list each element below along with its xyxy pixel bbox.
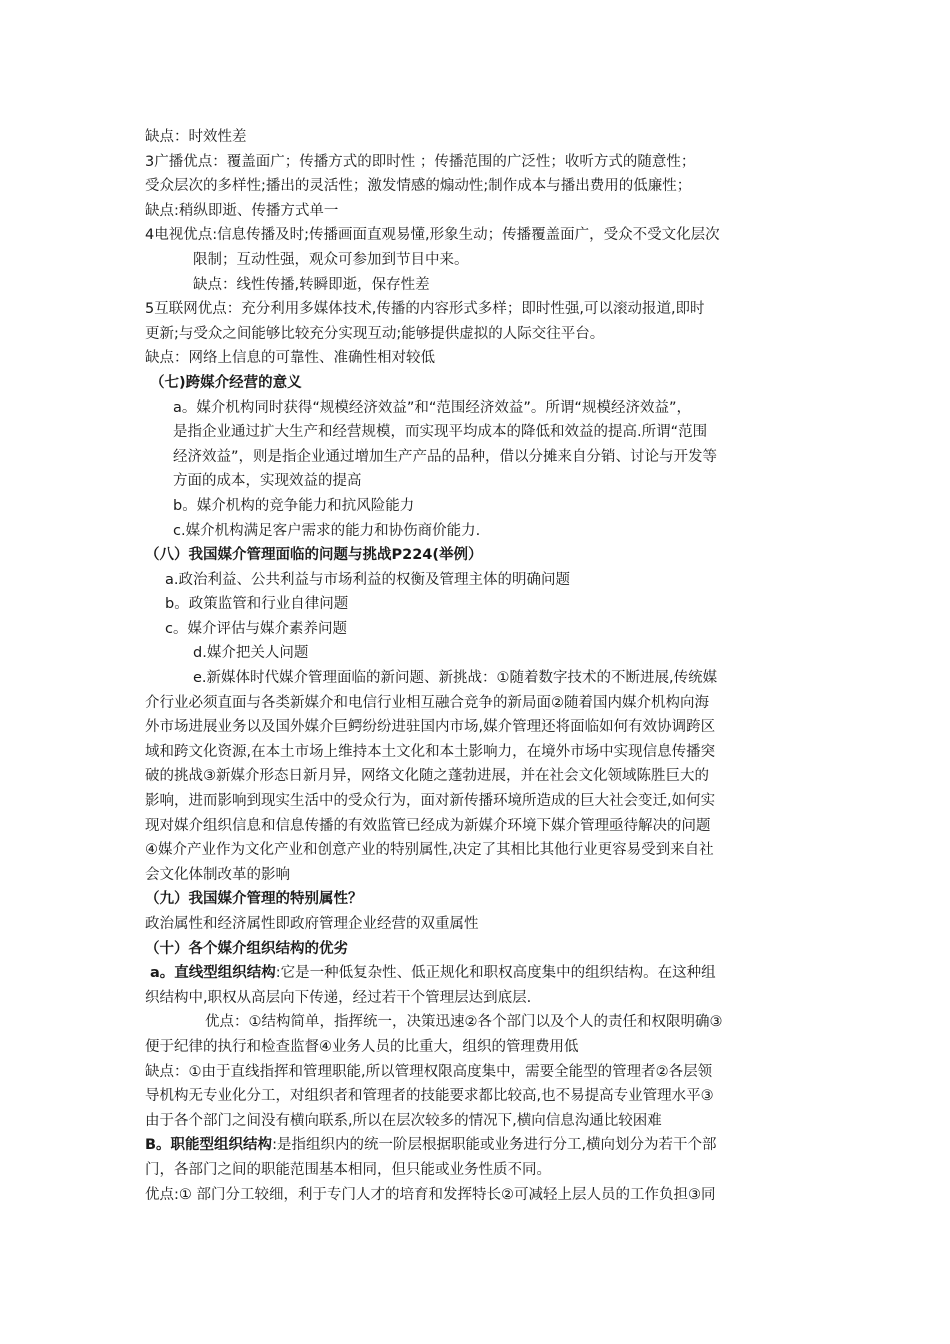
- text-line: 缺点：时效性差: [145, 129, 247, 145]
- text-line: 门，各部门之间的职能范围基本相同，但只能或业务性质不同。: [145, 1161, 551, 1178]
- section-heading: （八）我国媒介管理面临的问题与挑战P224(举例）: [145, 547, 483, 564]
- text-line: B。职能型组织结构:是指组织内的统一阶层根据职能或业务进行分工,横向划分为若干个部: [145, 1137, 717, 1154]
- text-line: 缺点：①由于直线指挥和管理职能,所以管理权限高度集中，需要全能型的管理者②各层领: [145, 1063, 713, 1080]
- text-line: 方面的成本，实现效益的提高: [173, 473, 362, 490]
- text-line: b。媒介机构的竞争能力和抗风险能力: [173, 497, 415, 514]
- text-line: 域和跨文化资源,在本土市场上维持本土文化和本土影响力，在境外市场中实现信息传播突: [145, 743, 716, 760]
- bold-term: a。直线型组织结构: [150, 965, 276, 982]
- text-line: 由于各个部门之间没有横向联系,所以在层次较多的情况下,横向信息沟通比较困难: [145, 1112, 662, 1129]
- text-line: c.媒介机构满足客户需求的能力和协伤商价能力.: [173, 522, 481, 539]
- section-heading: （十）各个媒介组织结构的优劣: [145, 940, 348, 957]
- text-line: 会文化体制改革的影响: [145, 866, 290, 883]
- text-line: 更新;与受众之间能够比较充分实现互动;能够提供虚拟的人际交往平台。: [145, 325, 605, 342]
- text-line: a。媒介机构同时获得“规模经济效益”和“范围经济效益”。所谓“规模经济效益”，: [173, 399, 691, 416]
- text-line: 缺点：线性传播,转瞬即逝，保存性差: [193, 276, 430, 293]
- section-heading: （九）我国媒介管理的特别属性？: [145, 891, 363, 908]
- text-line: ④媒介产业作为文化产业和创意产业的特别属性,决定了其相比其他行业更容易受到来自社: [145, 842, 714, 859]
- text-line: 介行业必须直面与各类新媒介和电信行业相互融合竞争的新局面②随着国内媒介机构向海: [145, 694, 709, 711]
- section-heading: （七)跨媒介经营的意义: [150, 374, 302, 391]
- text-line: 缺点：网络上信息的可靠性、准确性相对较低: [145, 350, 435, 367]
- text-line: b。政策监管和行业自律问题: [165, 596, 349, 613]
- text-line: c。媒介评估与媒介素养问题: [165, 620, 347, 637]
- text-line: 优点:① 部门分工较细，利于专门人才的培育和发挥特长②可减轻上层人员的工作负担③同: [145, 1186, 716, 1203]
- text-line: a.政治利益、公共利益与市场利益的权衡及管理主体的明确问题: [165, 571, 570, 588]
- text-line: a。直线型组织结构:它是一种低复杂性、低正规化和职权高度集中的组织结构。在这种组: [150, 965, 716, 982]
- text-line: 破的挑战③新媒介形态日新月异，网络文化随之蓬勃进展，并在社会文化领域陈胜巨大的: [145, 768, 709, 785]
- text-line: 5互联网优点：充分利用多媒体技术,传播的内容形式多样；即时性强,可以滚动报道,即时: [145, 301, 705, 318]
- text-line: 3广播优点：覆盖面广；传播方式的即时性 ；传播范围的广泛性；收听方式的随意性；: [145, 153, 696, 170]
- text-line: 优点：①结构简单，指挥统一，决策迅速②各个部门以及个人的责任和权限明确③: [205, 1014, 723, 1031]
- text-line: 织结构中,职权从高层向下传递，经过若干个管理层达到底层.: [145, 989, 532, 1006]
- text-line: 受众层次的多样性;播出的灵活性；激发情感的煽动性;制作成本与播出费用的低廉性；: [145, 178, 692, 195]
- text-line: d.媒介把关人问题: [193, 645, 309, 662]
- text-line: 政治属性和经济属性即政府管理企业经营的双重属性: [145, 916, 479, 932]
- text-line: 限制；互动性强，观众可参加到节目中来。: [193, 251, 469, 268]
- text-line: 缺点:稍纵即逝、传播方式单一: [145, 202, 339, 219]
- text-line: 导机构无专业化分工，对组织者和管理者的技能要求都比较高,也不易提高专业管理水平③: [145, 1088, 714, 1105]
- text-line: 现对媒介组织信息和信息传播的有效监管已经成为新媒介环境下媒介管理亟待解决的问题: [145, 817, 711, 834]
- bold-term: B。职能型组织结构: [145, 1137, 273, 1154]
- text-line: 影响，进而影响到现实生活中的受众行为，面对新传播环境所造成的巨大社会变迁,如何实: [145, 793, 716, 810]
- text-line: 4电视优点:信息传播及时;传播画面直观易懂,形象生动；传播覆盖面广，受众不受文化层次: [145, 227, 720, 244]
- text-line: 便于纪律的执行和检查监督④业务人员的比重大，组织的管理费用低: [145, 1038, 579, 1055]
- text-line: 经济效益”，则是指企业通过增加生产产品的品种，借以分摊来自分销、讨论与开发等: [173, 448, 718, 465]
- text-line: e.新媒体时代媒介管理面临的新问题、新挑战：①随着数字技术的不断进展,传统媒: [193, 670, 718, 687]
- text-line: 是指企业通过扩大生产和经营规模，而实现平均成本的降低和效益的提高.所谓“范围: [173, 424, 708, 441]
- text-line: 外市场进展业务以及国外媒介巨鳄纷纷进驻国内市场,媒介管理还将面临如何有效协调跨区: [145, 719, 716, 736]
